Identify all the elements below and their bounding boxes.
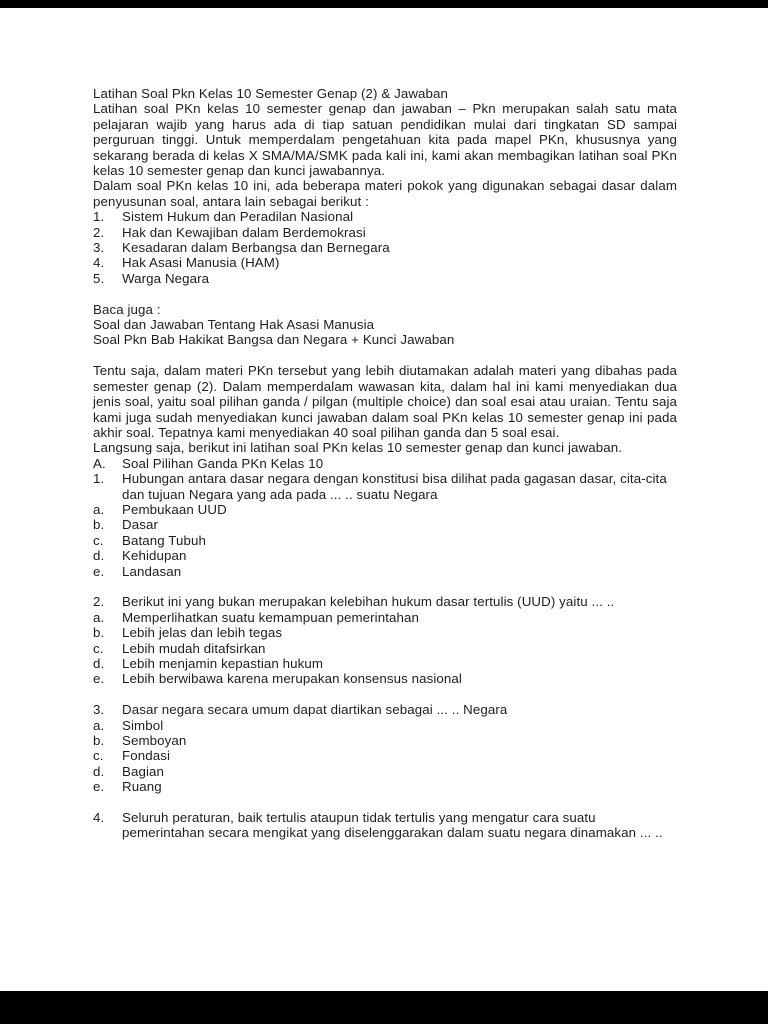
option-text: Semboyan	[122, 733, 187, 748]
option-text: Batang Tubuh	[122, 532, 207, 548]
baca-juga-link: Soal Pkn Bab Hakikat Bangsa dan Negara + Kunci Jawaban	[93, 332, 455, 348]
option-text: Bagian	[122, 763, 165, 779]
option-letter: c.	[93, 532, 104, 548]
option-text: Memperlihatkan suatu kemampuan pemerintahan	[122, 609, 419, 625]
question-text-row	[93, 702, 677, 717]
materi-item-number: 5.	[93, 270, 105, 286]
option-text-row	[93, 564, 677, 579]
viewer-top-letterbox	[0, 0, 768, 8]
option-text-row	[93, 748, 677, 763]
option-text: Kehidupan	[122, 548, 187, 564]
intro-paragraph: Latihan soal PKn kelas 10 semester genap dan jawaban – Pkn merupakan salah satu mata pelajaran wajib yang harus ada di tiap satuan pendidikan mulai dari tingkatan SD sampai perguruan tinggi. Untuk memperdalam pengetahuan kita pada mapel PKn, khususnya yang sekarang berada di kelas X SMA/MA/SMK pada kali ini, kami akan membagikan latihan soal PKn kelas 10 semester genap dan kunci jawabannya.	[93, 101, 677, 179]
question-number: 3.	[93, 702, 105, 718]
option-text: Landasan	[122, 563, 182, 579]
option-letter: b.	[93, 733, 105, 748]
option-text-row	[93, 733, 677, 748]
viewer-bottom-letterbox	[0, 991, 768, 1024]
materi-item-text-row	[93, 271, 677, 286]
materi-list	[93, 209, 677, 286]
option-text-row	[93, 641, 677, 656]
option-text-row	[93, 764, 677, 779]
question-number: 4.	[93, 810, 105, 826]
baca-juga-label: Baca juga :	[93, 301, 161, 317]
detail-paragraph: Tentu saja, dalam materi PKn tersebut yang lebih diutamakan adalah materi yang dibahas pada semester genap (2). Dalam memperdalam wawasan kita, dalam hal ini kami menyediakan dua jenis soal, yaitu soal pilihan ganda / pilgan (multiple choice) dan soal esai atau uraian. Tentu saja kami juga sudah menyediakan kunci jawaban dalam soal PKn kelas 10 semester genap ini pada akhir soal. Tepatnya kami menyediakan 40 soal pilihan ganda dan 5 soal esai.	[93, 363, 677, 440]
option-letter: b.	[93, 625, 105, 641]
materi-item-text-row	[93, 209, 677, 224]
option-text: Dasar	[122, 517, 158, 533]
materi-item-number: 2.	[93, 224, 105, 240]
option-text: Fondasi	[122, 748, 171, 764]
materi-item-text: Warga Negara	[122, 270, 210, 286]
materi-item-text: Hak dan Kewajiban dalam Berdemokrasi	[122, 224, 366, 240]
option-letter: c.	[93, 640, 104, 656]
materi-item-number: 3.	[93, 240, 105, 256]
materi-item-text-row	[93, 255, 677, 270]
option-text-row	[93, 718, 677, 733]
materi-item-number: 1.	[93, 209, 105, 225]
question-block	[93, 810, 677, 841]
option-letter: b.	[93, 517, 105, 533]
lead-in-paragraph: Langsung saja, berikut ini latihan soal PKn kelas 10 semester genap dan kunci jawaban.	[93, 440, 622, 456]
option-text-row	[93, 656, 677, 671]
option-letter: e.	[93, 563, 105, 579]
option-text-row	[93, 779, 677, 794]
option-text-row	[93, 625, 677, 640]
option-letter: a.	[93, 501, 105, 517]
questions-list	[93, 471, 677, 841]
section-a-title: Soal Pilihan Ganda PKn Kelas 10	[122, 455, 324, 471]
question-text: Seluruh peraturan, baik tertulis ataupun tidak tertulis yang mengatur cara suatu pemerintahan secara mengikat yang diselenggarakan dalam suatu negara dinamakan ... ..	[122, 810, 663, 841]
option-text-row	[93, 610, 677, 625]
option-text: Lebih mudah ditafsirkan	[122, 640, 266, 656]
question-number: 1.	[93, 471, 105, 487]
option-letter: a.	[93, 717, 105, 733]
materi-lead-paragraph: Dalam soal PKn kelas 10 ini, ada beberapa materi pokok yang digunakan sebagai dasar dalam penyusunan soal, antara lain sebagai berikut :	[93, 178, 677, 209]
materi-item-number: 4.	[93, 255, 105, 271]
option-letter: a.	[93, 609, 105, 625]
question-text: Berikut ini yang bukan merupakan kelebihan hukum dasar tertulis (UUD) yaitu ... ..	[122, 594, 615, 610]
question-block	[93, 702, 677, 794]
materi-item-text: Sistem Hukum dan Peradilan Nasional	[122, 209, 354, 225]
option-text: Lebih menjamin kepastian hukum	[122, 655, 324, 671]
option-text-row	[93, 533, 677, 548]
materi-item-text-row	[93, 240, 677, 255]
question-text-row	[93, 810, 677, 841]
option-text-row	[93, 548, 677, 563]
document-page	[93, 86, 677, 841]
option-text: Ruang	[122, 779, 162, 795]
materi-item-text: Hak Asasi Manusia (HAM)	[122, 255, 280, 271]
option-text-row	[93, 671, 677, 686]
option-letter: c.	[93, 748, 104, 764]
baca-juga-block	[93, 302, 677, 348]
option-text-row	[93, 502, 677, 517]
option-letter: e.	[93, 779, 105, 795]
option-letter: d.	[93, 655, 105, 671]
option-text: Pembukaan UUD	[122, 501, 227, 517]
baca-juga-link: Soal dan Jawaban Tentang Hak Asasi Manusia	[93, 317, 375, 333]
question-block	[93, 594, 677, 686]
option-text: Simbol	[122, 717, 164, 733]
section-a-label: A.	[93, 455, 106, 471]
materi-block	[93, 178, 677, 286]
question-text-row	[93, 471, 677, 502]
option-letter: d.	[93, 763, 105, 779]
page-title: Latihan Soal Pkn Kelas 10 Semester Genap (2) & Jawaban	[93, 86, 449, 101]
question-number: 2.	[93, 594, 105, 610]
materi-item-text-row	[93, 225, 677, 240]
option-text: Lebih berwibawa karena merupakan konsensus nasional	[122, 671, 462, 687]
option-text: Lebih jelas dan lebih tegas	[122, 625, 283, 641]
question-text: Dasar negara secara umum dapat diartikan sebagai ... .. Negara	[122, 702, 508, 718]
question-text-row	[93, 594, 677, 609]
section-a-heading	[93, 456, 677, 471]
option-text-row	[93, 517, 677, 532]
option-letter: e.	[93, 671, 105, 687]
option-letter: d.	[93, 548, 105, 564]
question-text: Hubungan antara dasar negara dengan konstitusi bisa dilihat pada gagasan dasar, cita-cita dan tujuan Negara yang ada pada ... .. suatu Negara	[122, 471, 667, 502]
materi-item-text: Kesadaran dalam Berbangsa dan Bernegara	[122, 240, 390, 256]
question-block	[93, 471, 677, 579]
